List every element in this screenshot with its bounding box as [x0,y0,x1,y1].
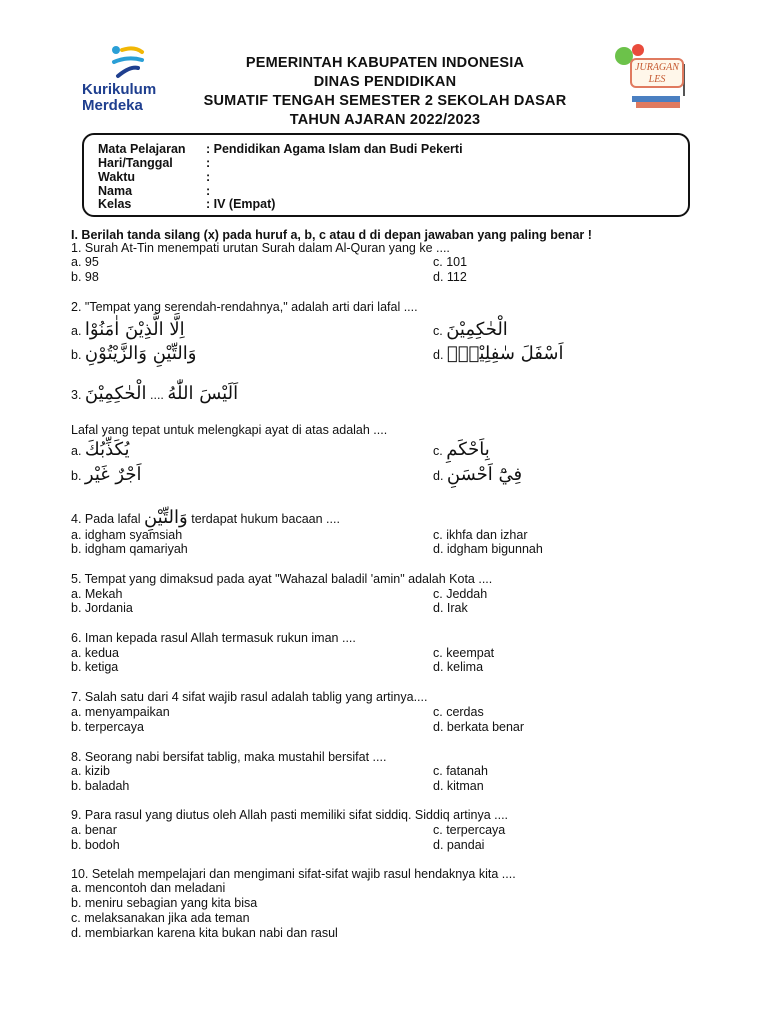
info-value: : [206,170,211,184]
info-row-class [98,197,275,212]
question-1-text: 1. Surah At-Tin menempati urutan Surah dalam Al-Quran yang ke .... [71,241,450,255]
info-key: Kelas [98,197,132,211]
arabic-text: الْحٰكِمِيْنَ [446,319,508,340]
arabic-text: اَسْفَلَ سٰفِلِيْنَۙ [446,343,564,364]
question-8-option-c: c. fatanah [433,764,488,778]
question-8-option-b: b. baladah [71,779,130,793]
question-text-pre: 4. Pada lafal [71,512,141,526]
question-1-option-d: d. 112 [433,270,467,284]
question-text-post: terdapat hukum bacaan .... [191,512,340,526]
question-3-option-c [433,439,490,460]
info-value: : Pendidikan Agama Islam dan Budi Pekerti [206,142,463,156]
question-6-option-a: a. kedua [71,646,119,660]
question-2-option-c [433,319,508,340]
header-line: PEMERINTAH KABUPATEN INDONESIA [245,55,525,71]
info-key: Mata Pelajaran [98,142,186,156]
option-letter: a. [71,324,82,338]
option-letter: b. [71,348,82,362]
info-row-subject [98,142,463,157]
arabic-text: اَلَيْسَ اللّٰهُ [167,383,239,404]
question-7-option-d: d. berkata benar [433,720,525,734]
question-4-option-d: d. idgham bigunnah [433,542,543,556]
arabic-text: فِيْٓ اَحْسَنِ [446,464,523,485]
question-5-option-c: c. Jeddah [433,587,488,601]
blank-dots: .... [150,388,164,402]
option-letter: d. [433,348,444,362]
kurikulum-merdeka-mark-icon [108,44,148,80]
question-2-option-b [71,343,197,364]
question-10-option-c: c. melaksanakan jika ada teman [71,911,250,925]
question-5-option-a: a. Mekah [71,587,123,601]
question-9-option-d: d. pandai [433,838,485,852]
question-3-option-b [71,464,142,485]
header-line: DINAS PENDIDIKAN [313,74,457,90]
question-7-text: 7. Salah satu dari 4 sifat wajib rasul adalah tablig yang artinya.... [71,690,428,704]
question-3-option-d [433,464,523,485]
header-line: TAHUN AJARAN 2022/2023 [289,112,481,128]
info-value: : IV (Empat) [206,197,276,211]
info-value: : [206,184,211,198]
option-letter: c. [433,324,443,338]
info-key: Hari/Tanggal [98,156,173,170]
info-row-date [98,156,210,171]
arabic-text: اَجْرٌ غَيْر [84,464,142,485]
question-4-option-a: a. idgham syamsiah [71,528,183,542]
option-letter: a. [71,444,82,458]
question-6-option-c: c. keempat [433,646,495,660]
header-title [160,54,610,130]
logo-left-text: Kurikulum Merdeka [82,81,157,114]
question-6-option-b: b. ketiga [71,660,119,674]
question-9-option-c: c. terpercaya [433,823,506,837]
question-8-option-a: a. kizib [71,764,110,778]
question-3-option-a [71,439,130,460]
info-row-time [98,170,210,185]
question-1-option-c: c. 101 [433,255,468,269]
question-5-option-b: b. Jordania [71,601,133,615]
question-10-option-d: d. membiarkan karena kita bukan nabi dan rasul [71,926,338,940]
question-2-option-a [71,319,185,340]
question-5-option-d: d. Irak [433,601,468,615]
question-4-option-c: c. ikhfa dan izhar [433,528,528,542]
option-letter: c. [433,444,443,458]
question-7-option-a: a. menyampaikan [71,705,170,719]
question-10-text: 10. Setelah mempelajari dan mengimani sifat-sifat wajib rasul hendaknya kita .... [71,867,516,881]
question-2-option-d [433,343,564,364]
option-letter: d. [433,469,444,483]
question-6-text: 6. Iman kepada rasul Allah termasuk rukun iman .... [71,631,356,645]
question-5-text: 5. Tempat yang dimaksud pada ayat "Wahazal baladil 'amin" adalah Kota .... [71,572,493,586]
question-2-text: 2. "Tempat yang serendah-rendahnya," adalah arti dari lafal .... [71,300,418,314]
question-1-option-b: b. 98 [71,270,99,284]
arabic-text: اِلَّا الَّذِيْنَ اٰمَنُوْا [84,319,185,340]
question-1-option-a: a. 95 [71,255,99,269]
arabic-text: يُكَذِّبُكَ [84,439,130,460]
question-6-option-d: d. kelima [433,660,484,674]
question-4-option-b: b. idgham qamariyah [71,542,188,556]
question-4-text [71,507,340,528]
question-10-option-a: a. mencontoh dan meladani [71,881,226,895]
question-number: 3. [71,388,82,402]
instruction-text: I. Berilah tanda silang (x) pada huruf a, b, c atau d di depan jawaban yang paling benar ! [71,228,592,242]
arabic-text: الْحٰكِمِيْنَ [84,383,147,404]
arabic-text: بِاَحْكَمِ [446,439,490,460]
question-9-text: 9. Para rasul yang diutus oleh Allah pasti memiliki sifat siddiq. Siddiq artinya .... [71,808,509,822]
info-key: Waktu [98,170,136,184]
question-3-text: Lafal yang tepat untuk melengkapi ayat di atas adalah .... [71,423,388,437]
question-9-option-b: b. bodoh [71,838,120,852]
info-key: Nama [98,184,133,198]
logo-right-text: JURAGAN LES [630,58,684,88]
question-8-text: 8. Seorang nabi bersifat tablig, maka mustahil bersifat .... [71,750,387,764]
student-info-box [82,133,690,217]
arabic-text: وَالتِّيْنِ وَالزَّيْتُوْنِ [84,343,197,364]
juragan-les-logo [612,44,690,114]
option-letter: b. [71,469,82,483]
question-7-option-c: c. cerdas [433,705,484,719]
question-3-ayat [71,383,239,404]
question-7-option-b: b. terpercaya [71,720,144,734]
question-10-option-b: b. meniru sebagian yang kita bisa [71,896,258,910]
info-value: : [206,156,211,170]
question-8-option-d: d. kitman [433,779,484,793]
question-9-option-a: a. benar [71,823,117,837]
header-line: SUMATIF TENGAH SEMESTER 2 SEKOLAH DASAR [203,93,567,109]
arabic-text: وَالتِّيْنِ [143,507,188,528]
